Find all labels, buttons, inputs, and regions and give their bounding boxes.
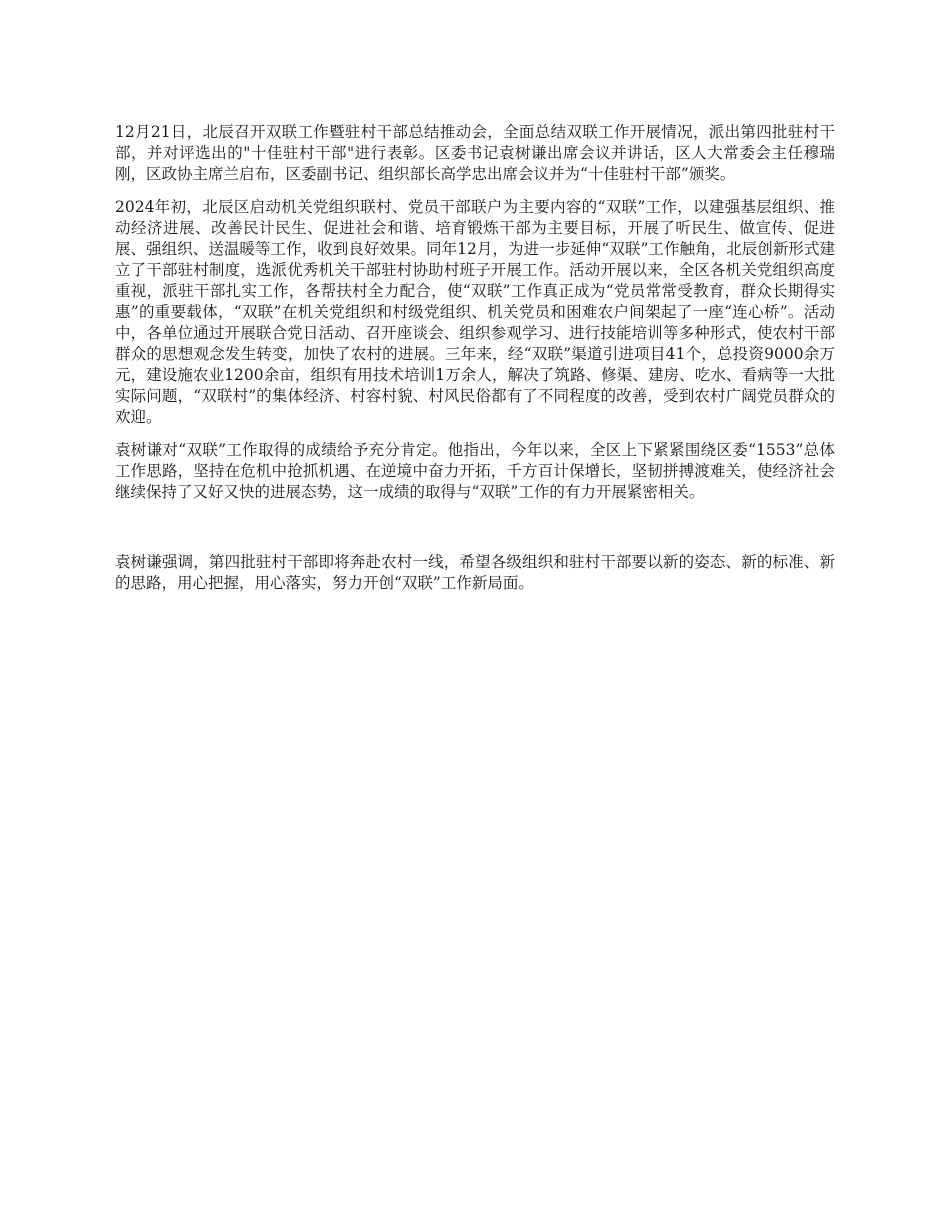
document-body [115, 122, 835, 606]
paragraph-meeting-summary: 12月21日，北辰召开双联工作暨驻村干部总结推动会，全面总结双联工作开展情况，派出第四批驻村干部，并对评选出的"十佳驻村干部"进行表彰。区委书记袁树谦出席会议并讲话，区人大常委会主任穆瑞刚，区政协主席兰启布，区委副书记、组织部长高学忠出席会议并为“十佳驻村干部”颁奖。 [115, 123, 835, 183]
paragraph-affirmation: 袁树谦对“双联”工作取得的成绩给予充分肯定。他指出，今年以来，全区上下紧紧围绕区委“1553”总体工作思路，坚持在危机中抢抓机遇、在逆境中奋力开拓，千方百计保增长，坚韧拼搏渡难关，使经济社会继续保持了又好又快的进展态势，这一成绩的取得与“双联”工作的有力开展紧密相关。 [115, 441, 835, 501]
paragraph-shuanglian-background: 2024年初，北辰区启动机关党组织联村、党员干部联户为主要内容的“双联”工作，以建强基层组织、推动经济进展、改善民计民生、促进社会和谐、培育锻炼干部为主要目标，开展了听民生、做宣传、促进展、强组织、送温暖等工作，收到良好效果。同年12月，为进一步延伸“双联”工作触角，北辰创新形式建立了干部驻村制度，选派优秀机关干部驻村协助村班子开展工作。活动开展以来，全区各机关党组织高度重视，派驻干部扎实工作，各帮扶村全力配合，使“双联”工作真正成为“党员常常受教育，群众长期得实惠”的重要载体，“双联”在机关党组织和村级党组织、机关党员和困难农户间架起了一座“连心桥”。活动中，各单位通过开展联合党日活动、召开座谈会、组织参观学习、进行技能培训等多种形式，使农村干部群众的思想观念发生转变，加快了农村的进展。三年来，经“双联”渠道引进项目41个，总投资9000余万元，建设施农业1200余亩，组织有用技术培训1万余人，解决了筑路、修渠、建房、吃水、看病等一大批实际问题，“双联村”的集体经济、村容村貌、村风民俗都有了不同程度的改善，受到农村广阔党员群众的欢迎。 [115, 198, 835, 426]
paragraph-emphasis: 袁树谦强调，第四批驻村干部即将奔赴农村一线，希望各级组织和驻村干部要以新的姿态、新的标准、新的思路，用心把握，用心落实，努力开创“双联”工作新局面。 [115, 553, 835, 592]
